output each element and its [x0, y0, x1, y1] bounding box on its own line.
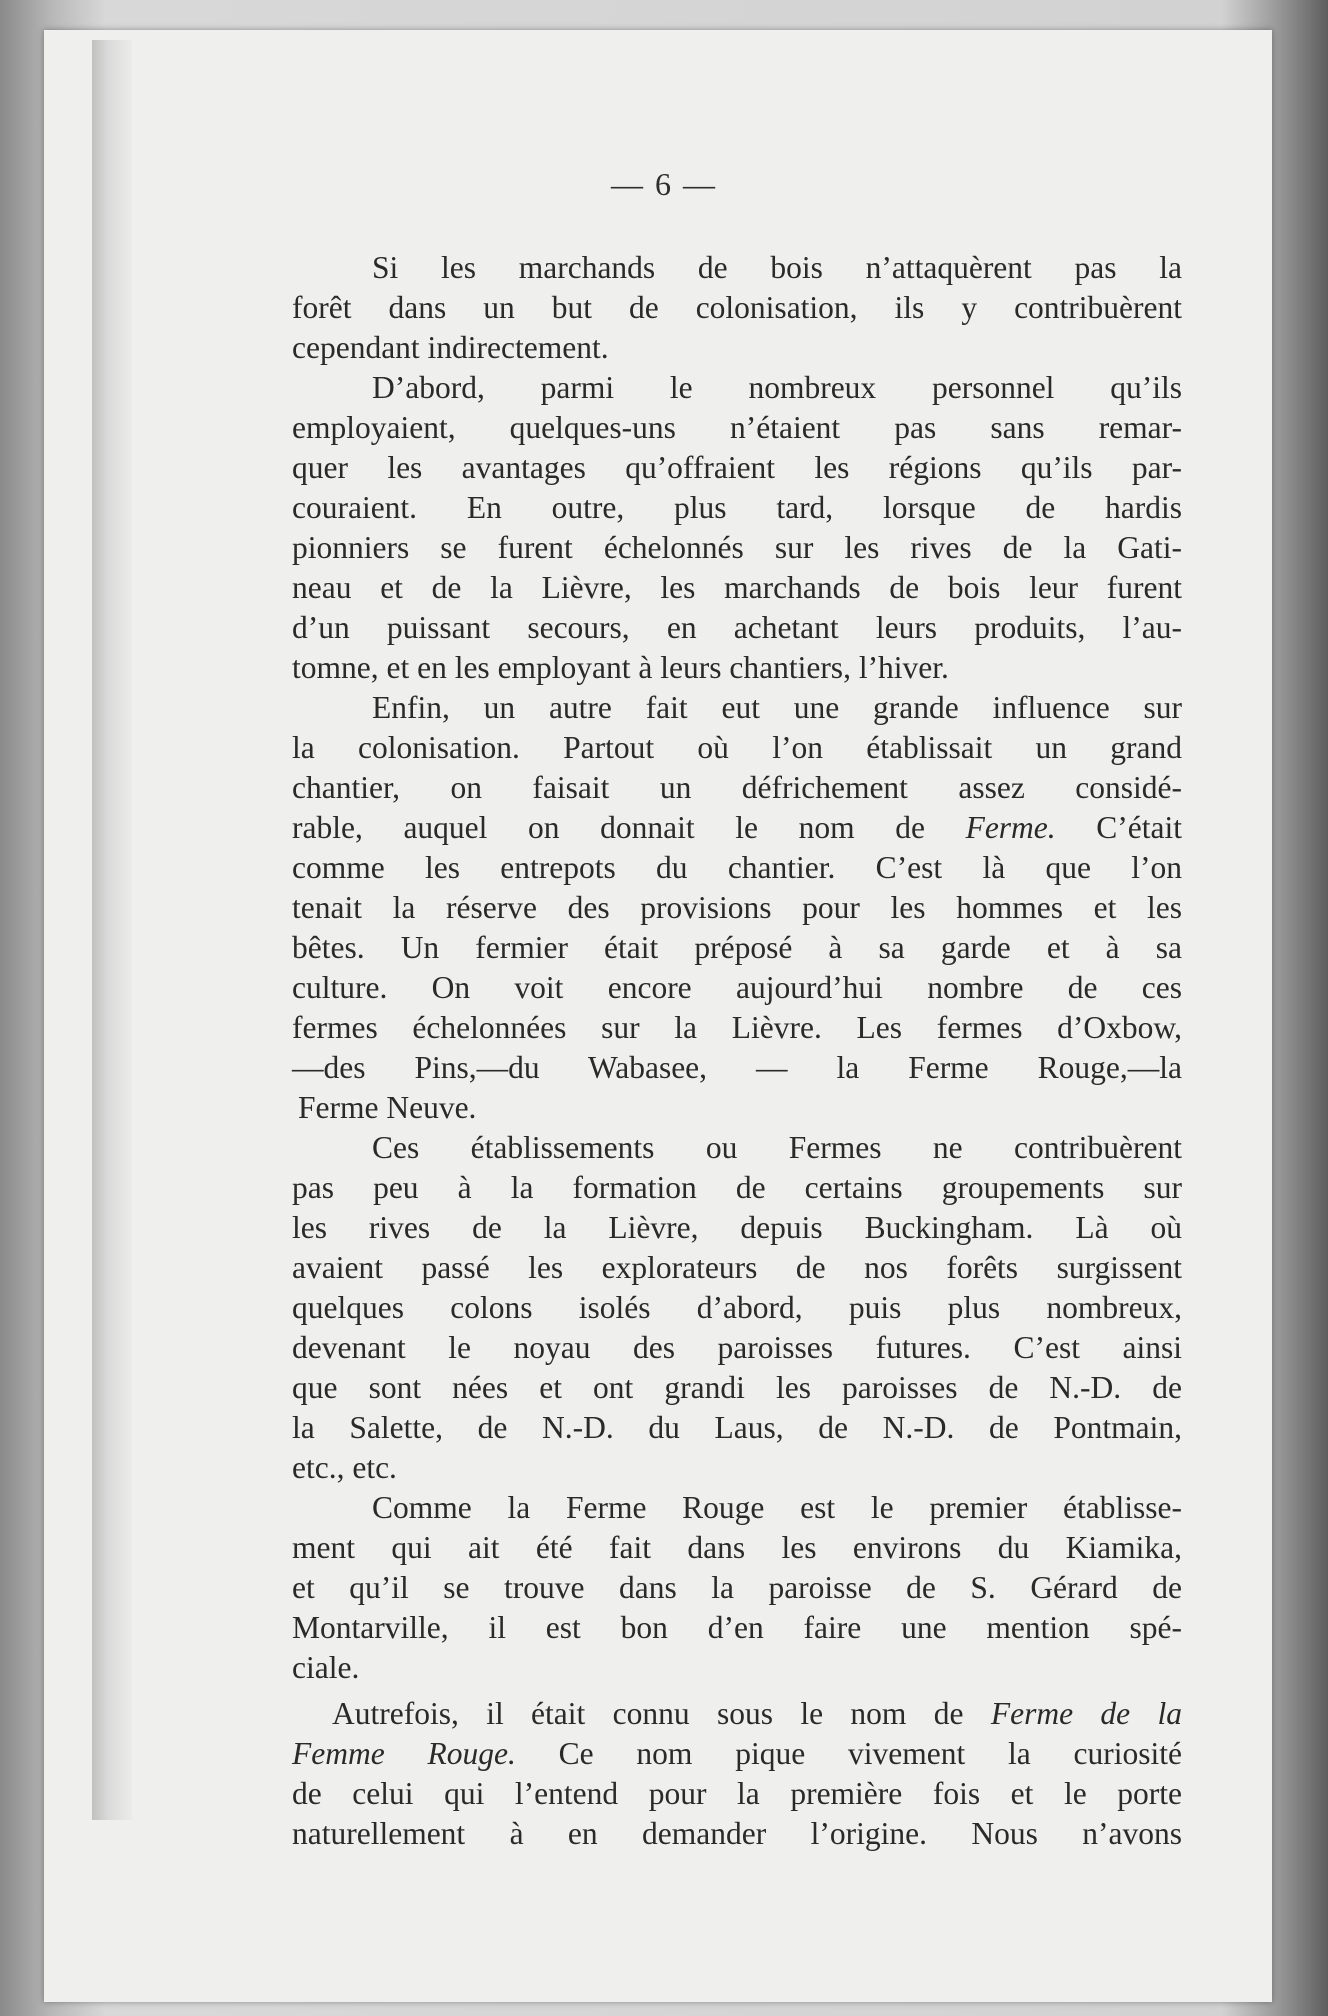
text-line: Comme la Ferme Rouge est le premier établisse- — [372, 1490, 1182, 1525]
text-line: employaient, quelques-uns n’étaient pas sans remar- — [292, 410, 1182, 445]
text-fragment: rable, auquel on donnait le nom de — [292, 810, 925, 845]
paragraph-1 — [292, 248, 1182, 368]
text-line: quelques colons isolés d’abord, puis plus nombreux, — [292, 1290, 1182, 1325]
text-line: devenant le noyau des paroisses futures. C’est ainsi — [292, 1330, 1182, 1365]
text-line: de celui qui l’entend pour la première fois et le porte — [292, 1776, 1182, 1811]
page-number: — 6 — — [611, 166, 717, 202]
text-line: quer les avantages qu’offraient les régions qu’ils par- — [292, 450, 1182, 485]
text-line: neau et de la Lièvre, les marchands de bois leur furent — [292, 570, 1182, 605]
text-line: Si les marchands de bois n’attaquèrent pas la — [372, 250, 1182, 285]
text-line: les rives de la Lièvre, depuis Buckingham. Là où — [292, 1210, 1182, 1245]
italic-term-femme-rouge: Femme Rouge. — [292, 1736, 516, 1771]
text-line-with-italic — [292, 808, 1182, 848]
paragraph-6 — [292, 1694, 1182, 1854]
text-line: forêt dans un but de colonisation, ils y contribuèrent — [292, 290, 1182, 325]
text-line: la colonisation. Partout où l’on établissait un grand — [292, 730, 1182, 765]
text-line: —des Pins,—du Wabasee, — la Ferme Rouge,—la — [292, 1050, 1182, 1085]
text-line: comme les entrepots du chantier. C’est là que l’on — [292, 850, 1182, 885]
paragraph-3 — [292, 688, 1182, 1128]
text-line: tenait la réserve des provisions pour les hommes et les — [292, 890, 1182, 925]
paragraph-2 — [292, 368, 1182, 688]
italic-term-ferme: Ferme. — [965, 810, 1056, 845]
text-fragment: C’était — [1096, 810, 1183, 845]
text-fragment: Autrefois, il était connu sous le nom de — [332, 1696, 964, 1731]
paragraph-4 — [292, 1128, 1182, 1488]
text-line: tomne, et en les employant à leurs chantiers, l’hiver. — [292, 650, 949, 685]
paragraph-5 — [292, 1488, 1182, 1688]
text-line: Enfin, un autre fait eut une grande influence sur — [372, 690, 1182, 725]
page-gutter-shadow — [92, 40, 132, 1820]
text-line: que sont nées et ont grandi les paroisses de N.-D. de — [292, 1370, 1182, 1405]
text-line: etc., etc. — [292, 1450, 397, 1485]
text-line: couraient. En outre, plus tard, lorsque de hardis — [292, 490, 1182, 525]
text-line: fermes échelonnées sur la Lièvre. Les fermes d’Oxbow, — [292, 1010, 1182, 1045]
text-line: la Salette, de N.-D. du Laus, de N.-D. de Pontmain, — [292, 1410, 1182, 1445]
text-line: Ces établissements ou Fermes ne contribuèrent — [372, 1130, 1182, 1165]
text-line: bêtes. Un fermier était préposé à sa garde et à sa — [292, 930, 1182, 965]
text-fragment: Ce nom pique vivement la curiosité — [558, 1736, 1182, 1771]
text-line-with-italic — [292, 1734, 1182, 1774]
text-line: Ferme Neuve. — [298, 1090, 477, 1125]
body-text — [292, 248, 1182, 1854]
text-line: D’abord, parmi le nombreux personnel qu’ils — [372, 370, 1182, 405]
text-line: d’un puissant secours, en achetant leurs produits, l’au- — [292, 610, 1182, 645]
text-line: naturellement à en demander l’origine. Nous n’avons — [292, 1816, 1182, 1851]
text-line: chantier, on faisait un défrichement assez considé- — [292, 770, 1182, 805]
text-line: Montarville, il est bon d’en faire une mention spé- — [292, 1610, 1182, 1645]
text-line: avaient passé les explorateurs de nos forêts surgissent — [292, 1250, 1182, 1285]
text-line: culture. On voit encore aujourd’hui nombre de ces — [292, 970, 1182, 1005]
text-line: et qu’il se trouve dans la paroisse de S. Gérard de — [292, 1570, 1182, 1605]
italic-term-ferme-de-la: Ferme de la — [990, 1696, 1183, 1731]
text-line-with-italic — [292, 1694, 1182, 1734]
text-line: ciale. — [292, 1650, 360, 1685]
text-line: pionniers se furent échelonnés sur les rives de la Gati- — [292, 530, 1182, 565]
text-line: cependant indirectement. — [292, 330, 609, 365]
text-line: ment qui ait été fait dans les environs du Kiamika, — [292, 1530, 1182, 1565]
text-line: pas peu à la formation de certains groupements sur — [292, 1170, 1182, 1205]
